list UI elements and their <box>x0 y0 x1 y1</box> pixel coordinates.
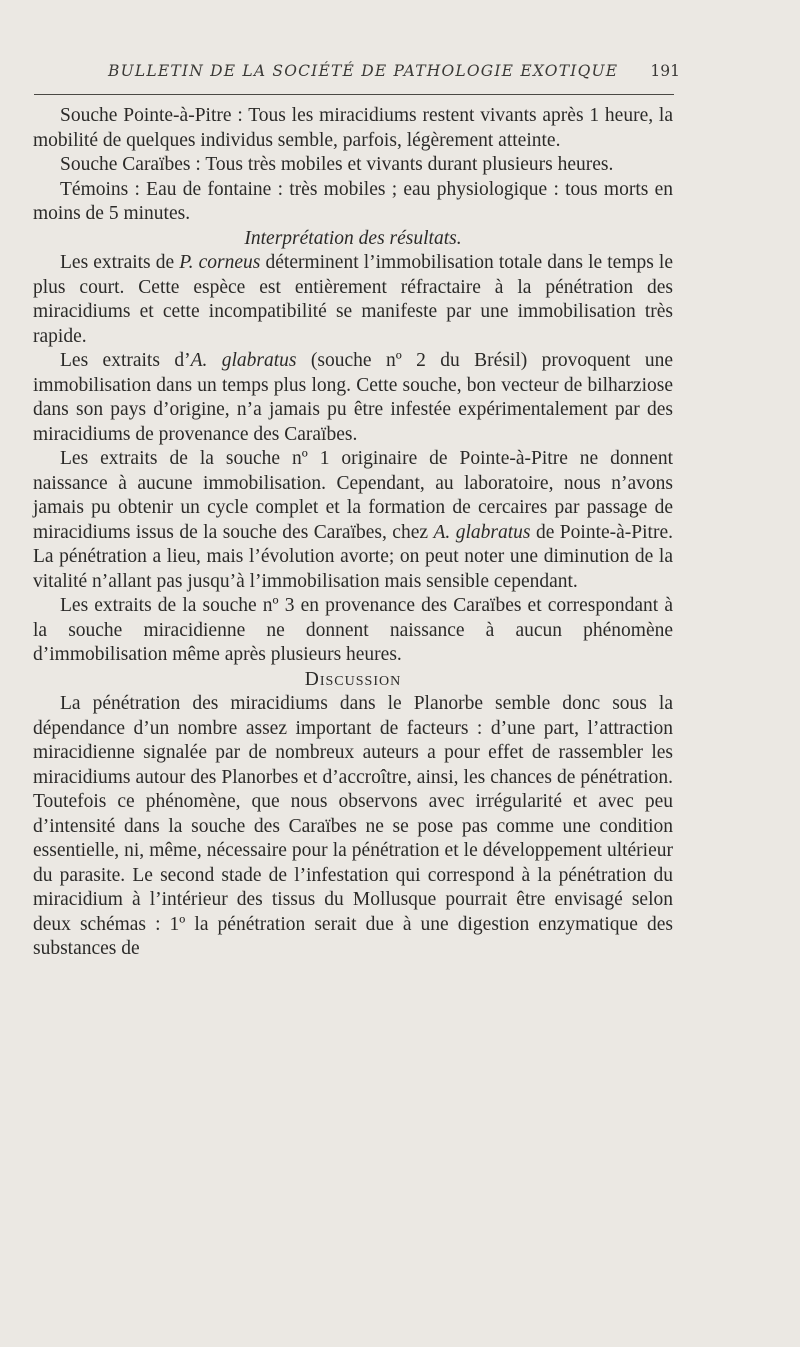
running-title: BULLETIN DE LA SOCIÉTÉ DE PATHOLOGIE EXOTIQUE <box>108 62 619 80</box>
paragraph: Souche Pointe-à-Pitre : Tous les miracidiums restent vivants après 1 heure, la mobilité de quelques individus semble, parfois, légèrement atteinte. <box>33 105 673 151</box>
text-run: (souche nº 2 du Brésil) provoquent une immobilisation dans un temps plus long. Cette souche, bon vecteur de bilharziose dans son pays d’origine, n’a jamais pu être infestée expérimentalement par des miracidiums de provenance des Caraïbes. <box>33 350 673 445</box>
running-header <box>108 62 678 80</box>
header-rule <box>34 94 674 95</box>
text-run: de Pointe-à-Pitre. La pénétration a lieu, mais l’évolution avorte; on peut noter une diminution de la vitalité n’allant pas jusqu’à l’immobilisation mais sensible cependant. <box>33 521 673 592</box>
article-body <box>33 104 673 962</box>
species-name: A. glabratus <box>433 521 531 543</box>
paragraph <box>33 251 673 349</box>
section-heading-interpretation: Interprétation des résultats. <box>244 227 462 249</box>
paragraph: Les extraits de la souche nº 3 en provenance des Caraïbes et correspondant à la souche miracidienne ne donnent naissance à aucun phénomène d’immobilisation même après plusieurs heures. <box>33 595 673 665</box>
paragraph <box>33 349 673 447</box>
text-run: Les extraits de <box>60 252 180 273</box>
text-run: déterminent l’immobilisation totale dans le temps le plus court. Cette espèce est entièrement réfractaire à la pénétration des miracidiums et cette incompatibilité se manifeste par une immobilisation très rapide. <box>33 252 673 347</box>
paragraph <box>33 447 673 594</box>
species-name: P. corneus <box>179 252 261 273</box>
paragraph: Souche Caraïbes : Tous très mobiles et vivants durant plusieurs heures. <box>60 154 614 175</box>
paragraph: La pénétration des miracidiums dans le Planorbe semble donc sous la dépendance d’un nombre assez important de facteurs : d’une part, l’attraction miracidienne signalée par de nombreux auteurs a pour effet de rassembler les miracidiums autour des Planorbes et d’accroître, ainsi, les chances de pénétration. Toutefois ce phénomène, que nous observons avec irrégularité et avec peu d’intensité dans la souche des Caraïbes ne se pose pas comme une condition essentielle, ni, même, nécessaire pour la pénétration et le développement ultérieur du parasite. Le second stade de l’infestation qui correspond à la pénétration du miracidium à l’intérieur des tissus du Mollusque pourrait être envisagé selon deux schémas : 1º la pénétration serait due à une digestion enzymatique des substances de <box>33 693 673 959</box>
section-heading-discussion: Discussion <box>304 668 402 690</box>
paragraph: Témoins : Eau de fontaine : très mobiles ; eau physiologique : tous morts en moins de 5 minutes. <box>33 178 673 224</box>
page-number: 191 <box>650 62 680 80</box>
text-run: Les extraits d’ <box>60 350 191 371</box>
text-run: Les extraits de la souche nº 1 originaire de Pointe-à-Pitre ne donnent naissance à aucune immobilisation. Cependant, au laboratoire, nous n’avons jamais pu obtenir un cycle complet et la formation de cercaires par passage de miracidiums issus de la souche des Caraïbes, chez <box>33 448 673 543</box>
species-name: A. glabratus <box>190 350 297 371</box>
